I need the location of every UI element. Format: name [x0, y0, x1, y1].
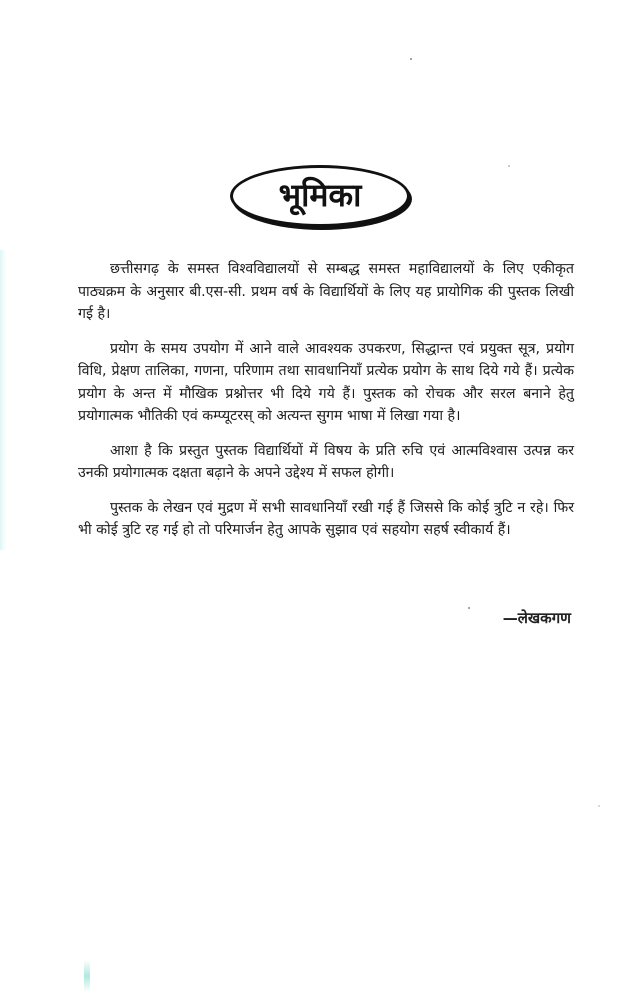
- paragraph-2: प्रयोग के समय उपयोग में आने वाले आवश्यक उपकरण, सिद्धान्त एवं प्रयुक्त सूत्र, प्रयोग विधि, प्रेक्षण तालिका, गणना, परिणाम तथा सावधानियाँ प्रत्येक प्रयोग के साथ दिये गये हैं। प्रत्येक प्रयोग के अन्त में मौखिक प्रश्नोत्तर भी दिये गये हैं। पुस्तक को रोचक और सरल बनाने हेतु प्रयोगात्मक भौतिकी एवं कम्प्यूटरस् को अत्यन्त सुगम भाषा में लिखा गया है।: [78, 340, 574, 424]
- scan-speck: [598, 805, 600, 807]
- author-signature: —लेखकगण: [502, 609, 571, 627]
- paragraph-3: आशा है कि प्रस्तुत पुस्तक विद्यार्थियों में विषय के प्रति रुचि एवं आत्मविश्वास उत्पन्न कर उनकी प्रयोगात्मक दक्षता बढ़ाने के अपने उद्देश्य में सफल होगी।: [78, 442, 574, 481]
- paragraph-1: छत्तीसगढ़ के समस्त विश्वविद्यालयों से सम्बद्ध समस्त महाविद्यालयों के लिए एकीकृत पाठ्यक्रम के अनुसार बी.एस-सी. प्रथम वर्ष के विद्यार्थियों के लिए यह प्रायोगिक की पुस्तक लिखी गई है।: [78, 261, 574, 322]
- scan-edge-shadow: [0, 250, 6, 550]
- page-title: भूमिका: [278, 176, 362, 214]
- title-oval-frame: [230, 165, 410, 227]
- scan-speck: [468, 607, 470, 609]
- scan-speck: [508, 165, 510, 167]
- paragraph-4: पुस्तक के लेखन एवं मुद्रण में सभी सावधानियाँ रखी गई हैं जिससे कि कोई त्रुटि न रहे। फिर भी कोई त्रुटि रह गई हो तो परिमार्जन हेतु आपके सुझाव एवं सहयोग सहर्ष स्वीकार्य हैं।: [78, 499, 574, 538]
- scan-artifact: [84, 960, 90, 992]
- preface-body: [78, 258, 574, 554]
- scan-speck: [410, 58, 412, 60]
